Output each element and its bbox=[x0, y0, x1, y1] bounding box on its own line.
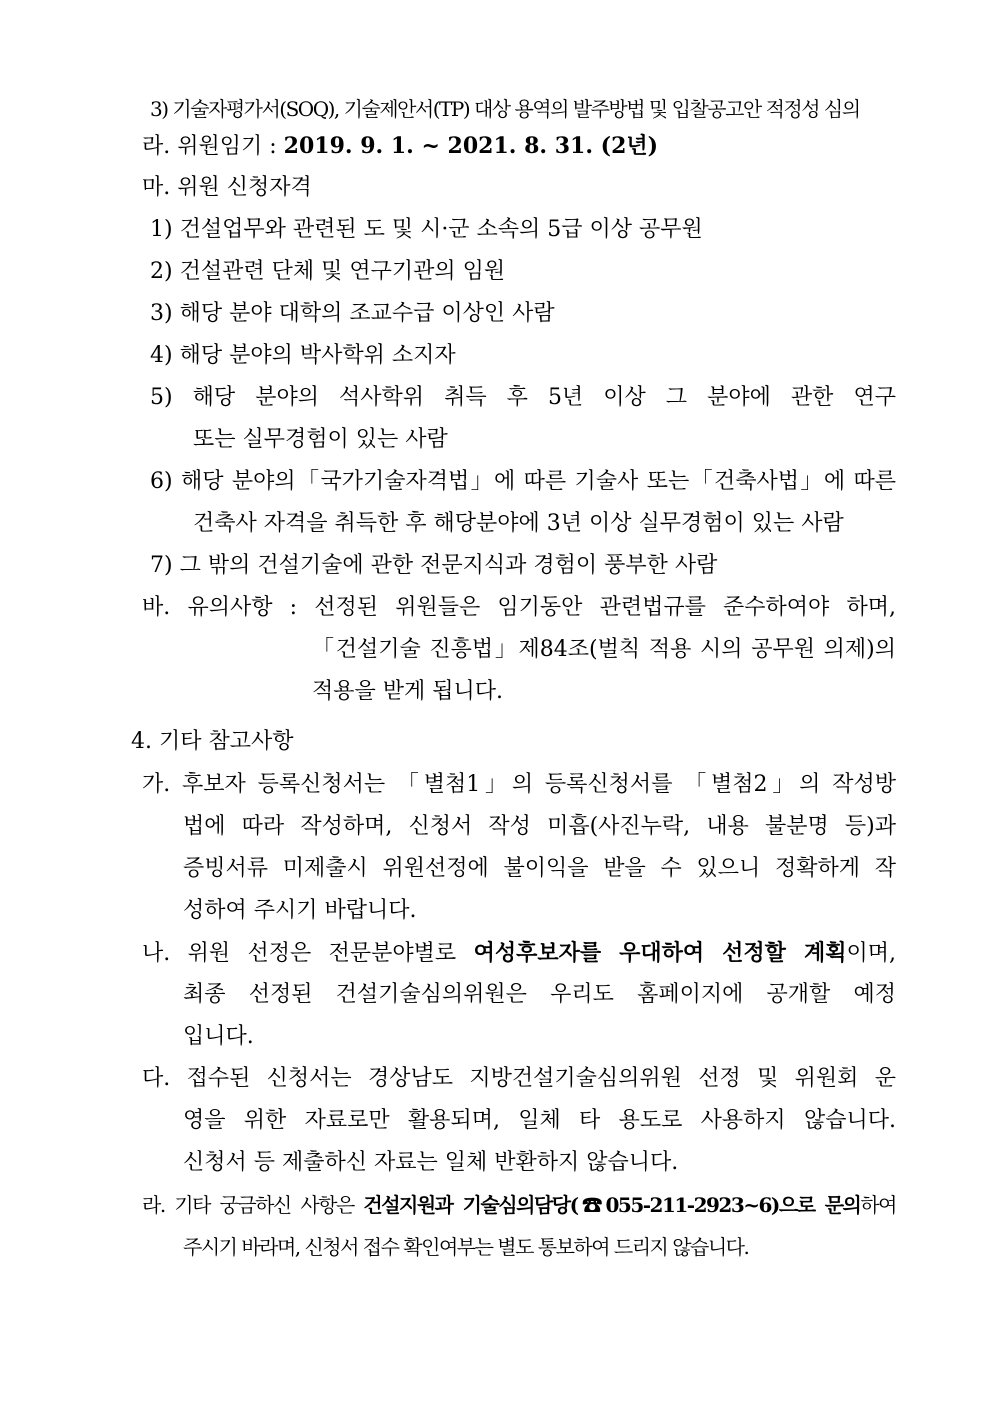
note-na-1 bbox=[142, 938, 896, 969]
note-da-1: 다. 접수된 신청서는 경상남도 지방건설기술심의위원 선정 및 위원회 운 bbox=[142, 1066, 896, 1091]
section-ba-notes-cont-1: 「건설기술 진흥법」제84조(벌칙 적용 시의 공무원 의제)의 bbox=[312, 637, 896, 662]
note-na-text-c: 이며, bbox=[846, 941, 896, 966]
note-na-text-a: 나. 위원 선정은 전문분야별로 bbox=[142, 941, 474, 966]
note-ra-2: 주시기 바라며, 신청서 접수 확인여부는 별도 통보하여 드리지 않습니다. bbox=[183, 1235, 749, 1259]
note-na-3: 입니다. bbox=[183, 1024, 254, 1049]
qualification-3: 3) 해당 분야 대학의 조교수급 이상인 사람 bbox=[150, 301, 555, 326]
term-value: 2019. 9. 1. ~ 2021. 8. 31. (2년) bbox=[283, 133, 659, 159]
note-na-2: 최종 선정된 건설기술심의위원은 우리도 홈페이지에 공개할 예정 bbox=[183, 982, 896, 1007]
section-ba-notes-cont-2: 적용을 받게 됩니다. bbox=[312, 679, 503, 704]
note-na-emphasis: 여성후보자를 우대하여 선정할 계획 bbox=[473, 940, 847, 966]
qualification-7: 7) 그 밖의 건설기술에 관한 전문지식과 경험이 풍부한 사람 bbox=[150, 553, 718, 578]
note-ra-1 bbox=[142, 1190, 896, 1220]
note-ga-2: 법에 따라 작성하며, 신청서 작성 미흡(사진누락, 내용 불분명 등)과 bbox=[183, 814, 896, 839]
note-ra-text-c: 하여 bbox=[860, 1193, 896, 1217]
qualification-2: 2) 건설관련 단체 및 연구기관의 임원 bbox=[150, 259, 506, 284]
qualification-6-cont: 건축사 자격을 취득한 후 해당분야에 3년 이상 실무경험이 있는 사람 bbox=[193, 511, 844, 536]
item-3-soq-tp: 3) 기술자평가서(SOQ), 기술제안서(TP) 대상 용역의 발주방법 및 입찰공고안 적정성 심의 bbox=[150, 97, 860, 121]
qualification-5-cont: 또는 실무경험이 있는 사람 bbox=[193, 427, 448, 452]
qualification-4: 4) 해당 분야의 박사학위 소지자 bbox=[150, 343, 456, 368]
qualification-6: 6) 해당 분야의「국가기술자격법」에 따른 기술사 또는「건축사법」에 따른 bbox=[150, 469, 896, 494]
term-label: 라. 위원임기 : bbox=[142, 134, 284, 159]
note-ga-4: 성하여 주시기 바랍니다. bbox=[183, 898, 417, 923]
note-ra-contact: 건설지원과 기술심의담당(☎055-211-2923~6)으로 문의 bbox=[363, 1193, 861, 1217]
note-ga-3: 증빙서류 미제출시 위원선정에 불이익을 받을 수 있으니 정확하게 작 bbox=[183, 856, 896, 881]
note-da-3: 신청서 등 제출하신 자료는 일체 반환하지 않습니다. bbox=[183, 1150, 679, 1175]
heading-4-other-notes: 4. 기타 참고사항 bbox=[131, 729, 294, 754]
section-ba-notes: 바. 유의사항 : 선정된 위원들은 임기동안 관련법규를 준수하여야 하며, bbox=[142, 595, 896, 620]
section-ra-term bbox=[142, 131, 658, 162]
note-da-2: 영을 위한 자료로만 활용되며, 일체 타 용도로 사용하지 않습니다. bbox=[183, 1108, 896, 1133]
qualification-5: 5) 해당 분야의 석사학위 취득 후 5년 이상 그 분야에 관한 연구 bbox=[150, 385, 896, 410]
section-ma-qualification: 마. 위원 신청자격 bbox=[142, 175, 312, 200]
note-ga-1: 가. 후보자 등록신청서는 「별첨1」의 등록신청서를 「별첨2」의 작성방 bbox=[142, 772, 896, 797]
qualification-1: 1) 건설업무와 관련된 도 및 시·군 소속의 5급 이상 공무원 bbox=[150, 217, 703, 242]
note-ra-text-a: 라. 기타 궁금하신 사항은 bbox=[142, 1193, 364, 1217]
